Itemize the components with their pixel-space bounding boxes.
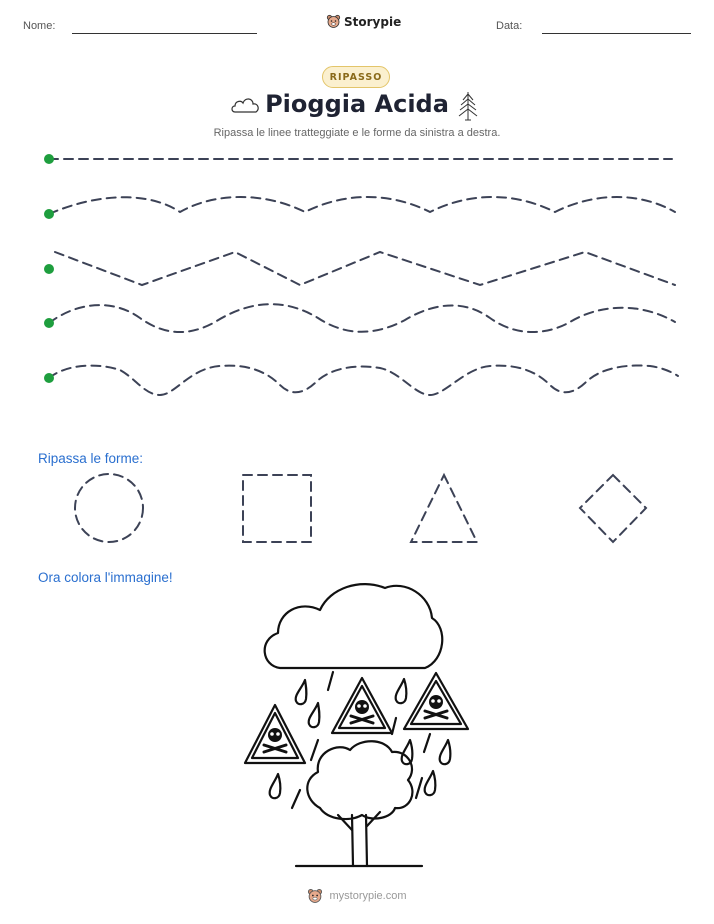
tree-icon[interactable] xyxy=(296,741,422,866)
bear-icon xyxy=(307,888,323,904)
review-badge: RIPASSO xyxy=(322,66,390,88)
shapes-section-label: Ripassa le forme: xyxy=(38,451,144,466)
name-label: Nome: xyxy=(23,20,56,32)
date-label: Data: xyxy=(496,20,523,32)
brand-name: Storypie xyxy=(344,14,402,29)
footer xyxy=(0,888,714,904)
footer-url[interactable]: mystorypie.com xyxy=(329,890,407,902)
coloring-section-label: Ora colora l'immagine! xyxy=(38,570,173,585)
skull-warning-icon[interactable] xyxy=(245,705,305,763)
skull-warning-icon[interactable] xyxy=(404,673,468,729)
skull-warning-icon[interactable] xyxy=(332,678,392,733)
page-subtitle: Ripassa le linee tratteggiate e le forme da sinistra a destra. xyxy=(213,127,501,139)
page-title: Pioggia Acida xyxy=(265,90,449,118)
cloud-icon[interactable] xyxy=(265,584,443,668)
